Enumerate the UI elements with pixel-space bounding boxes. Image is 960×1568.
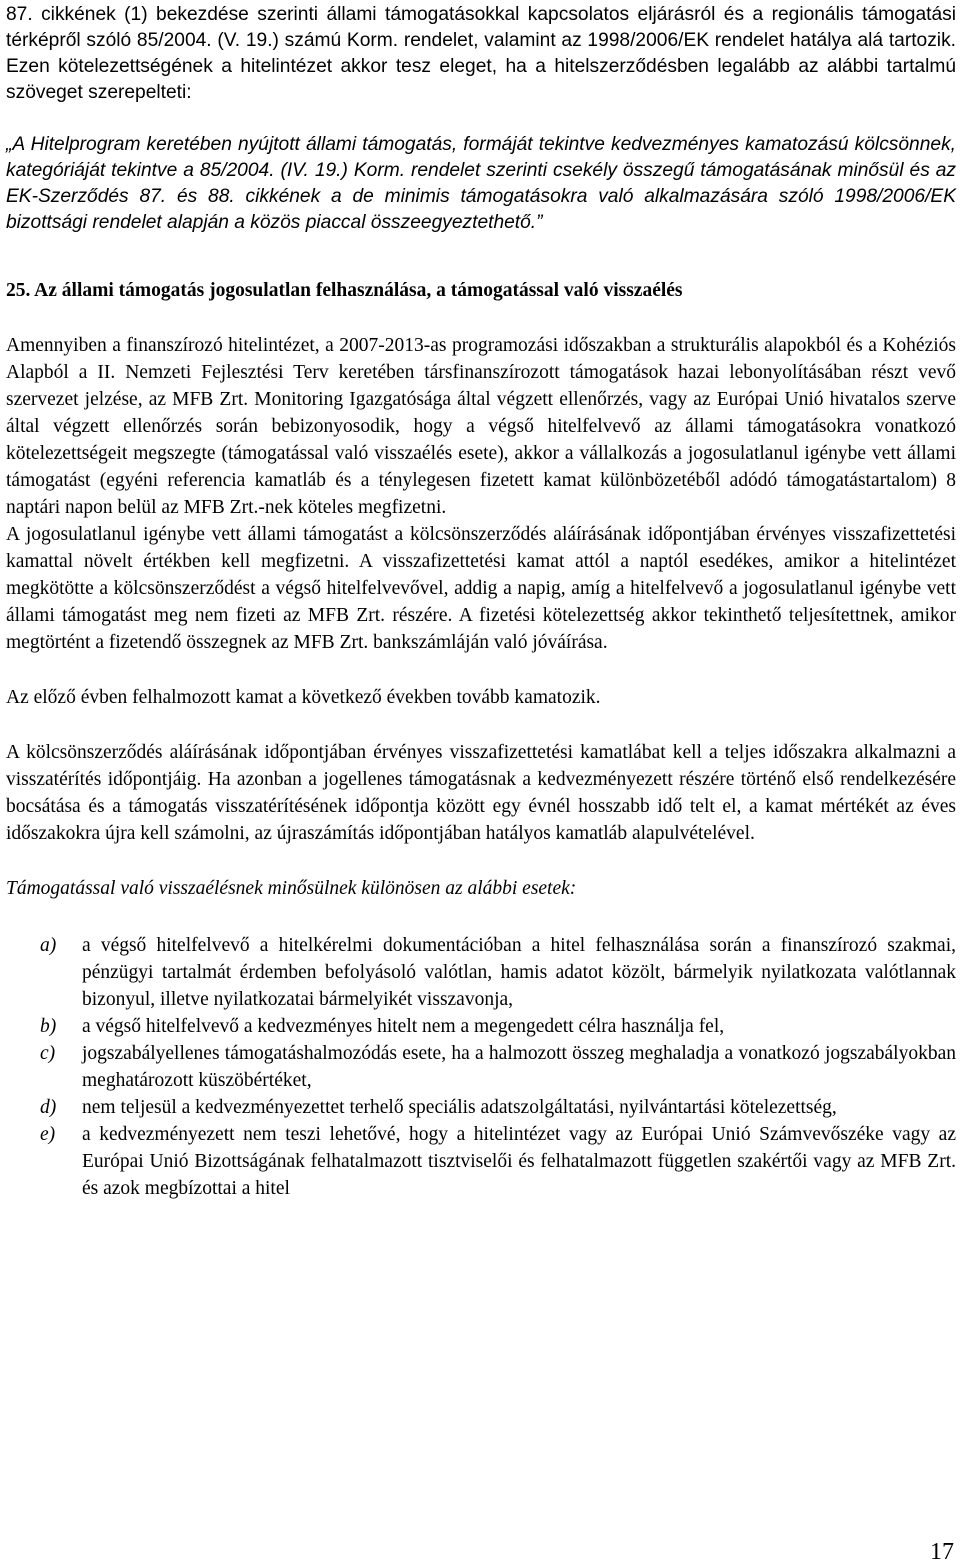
document-page xyxy=(6,2,956,1202)
list-item-text: a végső hitelfelvevő a kedvezményes hitelt nem a megengedett célra használja fel, xyxy=(82,1016,725,1037)
paragraph-interest-rate: A kölcsönszerződés aláírásának időpontjában érvényes visszafizettetési kamatlábat kell a teljes időszakra alkalmazni a visszatérítés időpontjáig. Ha azonban a jogellenes támogatásnak a kedvezményezett részére történő első rendelkezésére bocsátása és a támogatás visszatérítésének időpontja között egy évnél hosszabb idő telt el, a kamat mértékét az éves időszakokra újra kell számolni, az újraszámítás időpontjában hatályos kamatláb alapulvételével. xyxy=(6,742,956,844)
page-number: 17 xyxy=(930,1539,954,1565)
paragraph-repayment-interest: A jogosulatlanul igénybe vett állami támogatást a kölcsönszerződés aláírásának időpontjában érvényes visszafizettetési kamattal növelt értékben kell megfizetni. A visszafizettetési kamat attól a naptól esedékes, amikor a hitelintézet megkötötte a kölcsönszerződést a végső hitelfelvevővel, addig a napig, amíg a hitelfelvevő a jogosulatlanul igénybe vett állami támogatást meg nem fizeti az MFB Zrt. részére. A fizetési kötelezettség akkor tekinthető teljesítettnek, amikor megtörtént a fizetendő összegnek az MFB Zrt. bankszámláján való jóváírása. xyxy=(6,524,956,653)
intro-paragraph: 87. cikkének (1) bekezdése szerinti állami támogatásokkal kapcsolatos eljárásról és a regionális támogatási térképről szóló 85/2004. (V. 19.) számú Korm. rendelet, valamint az 1998/2006/EK rendelet hatálya alá tartozik. Ezen kötelezettségének a hitelintézet akkor tesz eleget, ha a hitelszerződésben legalább az alábbi tartalmú szöveget szerepelteti: xyxy=(6,4,956,103)
list-item-text: jogszabályellenes támogatáshalmozódás esete, ha a halmozott összeg meghaladja a vonatkozó jogszabályokban meghatározott küszöbértéket, xyxy=(82,1043,956,1091)
misuse-cases-list xyxy=(6,932,956,1202)
paragraph-accrued-interest: Az előző évben felhalmozott kamat a következő években tovább kamatozik. xyxy=(6,687,601,708)
list-marker: b) xyxy=(40,1016,57,1037)
paragraph-misuse-repayment: Amennyiben a finanszírozó hitelintézet, a 2007-2013-as programozási időszakban a strukturális alapokból és a Kohéziós Alapból a II. Nemzeti Fejlesztési Terv keretében társfinanszírozott támogatások hazai lebonyolításában részt vevő szervezet jelzése, az MFB Zrt. Monitoring Igazgatósága által végzett ellenőrzés, vagy az Európai Unió hivatalos szerve által végzett ellenőrzés során bebizonyosodik, hogy a végső hitelfelvevő az állami támogatásokra vonatkozó kötelezettségeit megszegte (támogatással való visszaélés esete), akkor a vállalkozás a jogosulatlanul igénybe vett állami támogatást (egyéni referencia kamatláb és a ténylegesen fizetett kamat különbözetéből adódó támogatástartalom) 8 naptári napon belül az MFB Zrt.-nek köteles megfizetni. xyxy=(6,335,956,518)
list-item-text: nem teljesül a kedvezményezettet terhelő speciális adatszolgáltatási, nyilvántartási kötelezettség, xyxy=(82,1097,837,1118)
list-marker: c) xyxy=(40,1043,56,1064)
list-marker: e) xyxy=(40,1124,56,1145)
contract-clause-quote: „A Hitelprogram keretében nyújtott állami támogatás, formáját tekintve kedvezményes kamatozású kölcsönnek, kategóriáját tekintve a 85/2004. (IV. 19.) Korm. rendelet szerinti csekély összegű támogatásának minősül és az EK-Szerződés 87. és 88. cikkének a de minimis támogatásokra való alkalmazására szóló 1998/2006/EK bizottsági rendelet alapján a közös piaccal összeegyeztethető.” xyxy=(6,134,956,233)
misuse-list-intro: Támogatással való visszaélésnek minősülnek különösen az alábbi esetek: xyxy=(6,878,577,899)
list-item xyxy=(6,932,956,1013)
section-heading: 25. Az állami támogatás jogosulatlan felhasználása, a támogatással való visszaélés xyxy=(6,280,683,301)
list-item xyxy=(6,1094,956,1121)
list-item-text: a végső hitelfelvevő a hitelkérelmi dokumentációban a hitel felhasználása során a finanszírozó szakmai, pénzügyi tartalmát érdemben befolyásoló valótlan, hamis adatot közölt, bármelyik nyilatkozata valótlannak bizonyul, illetve nyilatkozatai bármelyikét visszavonja, xyxy=(82,935,956,1010)
list-item-text: a kedvezményezett nem teszi lehetővé, hogy a hitelintézet vagy az Európai Unió Számvevőszéke vagy az Európai Unió Bizottságának felhatalmazott tisztviselői és felhatalmazott független szakértői vagy az MFB Zrt. és azok megbízottai a hitel xyxy=(82,1124,956,1199)
list-item xyxy=(6,1121,956,1202)
list-marker: a) xyxy=(40,935,57,956)
list-item xyxy=(6,1040,956,1094)
list-item xyxy=(6,1013,956,1040)
list-marker: d) xyxy=(40,1097,57,1118)
